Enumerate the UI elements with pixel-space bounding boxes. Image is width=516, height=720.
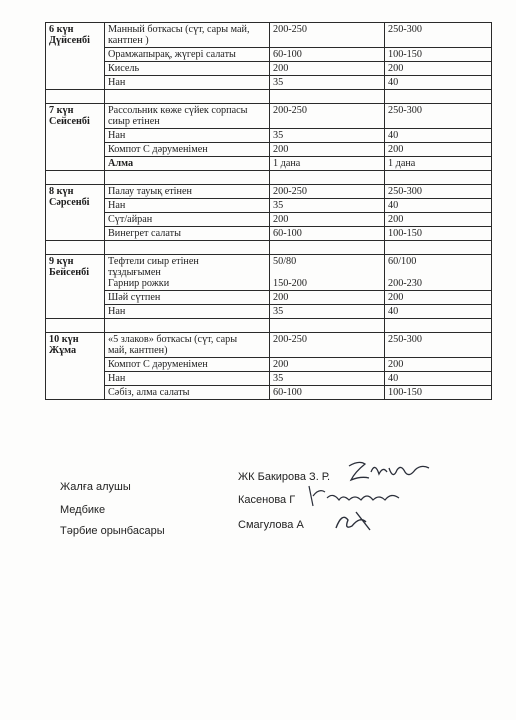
table-row [46,76,492,90]
cell-line: 200 [273,359,289,370]
spacer-cell [270,241,385,255]
portion-large-cell [385,157,492,171]
spacer-row [46,319,492,333]
portion-small-cell [270,76,385,90]
spacer-cell [385,171,492,185]
portion-large-cell [385,143,492,157]
spacer-cell [270,171,385,185]
dish-cell [105,104,270,129]
portion-large-cell [385,129,492,143]
portion-large-cell [385,386,492,400]
portion-large-cell [385,333,492,358]
portion-large-cell [385,213,492,227]
cell-line: Нан [108,200,126,211]
dish-cell [105,62,270,76]
portion-large-cell [385,291,492,305]
portion-large-cell [385,62,492,76]
table-row [46,129,492,143]
cell-line: Дүйсенбі [49,35,90,46]
cell-line: 35 [273,77,284,88]
day-cell [46,333,105,400]
portion-large-cell [385,76,492,90]
spacer-row [46,171,492,185]
portion-small-cell [270,333,385,358]
cell-line: 40 [388,306,399,317]
cell-line: 200 [273,214,289,225]
cell-line: 60-100 [273,49,302,60]
portion-small-cell [270,62,385,76]
dish-cell [105,76,270,90]
cell-line: май, кантпен) [108,345,168,356]
table-row [46,23,492,48]
portion-large-cell [385,23,492,48]
cell-line [388,267,488,278]
cell-line: Нан [108,373,126,384]
cell-line: Нан [108,77,126,88]
dish-cell [105,358,270,372]
cell-line: Тефтели сиыр етінен [108,256,199,267]
cell-line: «5 злаков» боткасы (сүт, сары [108,334,238,345]
cell-line: Сейсенбі [49,116,90,127]
table-row [46,291,492,305]
cell-line: 35 [273,306,284,317]
cell-line: Палау тауық етінен [108,186,192,197]
spacer-cell [270,319,385,333]
cell-line: 200-250 [273,105,307,116]
spacer-cell [385,319,492,333]
table-row [46,185,492,199]
spacer-cell [105,90,270,104]
spacer-row [46,90,492,104]
dish-cell [105,227,270,241]
role-nurse: Медбике [60,504,106,516]
day-cell [46,23,105,90]
cell-line: 200-250 [273,24,307,35]
cell-line: 60/100 [388,256,417,267]
signature-smagulova-image [330,508,376,534]
portion-small-cell [270,386,385,400]
menu-table [45,22,492,400]
dish-cell [105,185,270,199]
cell-line: 200-230 [388,278,422,289]
cell-line: 40 [388,200,399,211]
table-row [46,62,492,76]
dish-cell [105,291,270,305]
cell-line: Компот С дәруменімен [108,359,208,370]
cell-line: сиыр етінен [108,116,160,127]
portion-small-cell [270,213,385,227]
table-row [46,333,492,358]
spacer-cell [105,171,270,185]
cell-line: Компот С дәруменімен [108,144,208,155]
portion-large-cell [385,104,492,129]
dish-cell [105,129,270,143]
cell-line: 250-300 [388,24,422,35]
portion-large-cell [385,185,492,199]
name-bakirova: ЖК Бакирова З. Р. [238,471,331,483]
cell-line: 10 күн [49,334,79,345]
table-row [46,199,492,213]
menu-table-body [46,23,492,400]
table-row [46,358,492,372]
cell-line: 200 [273,292,289,303]
cell-line: 8 күн [49,186,74,197]
portion-large-cell [385,305,492,319]
cell-line: Винегрет салаты [108,228,181,239]
dish-cell [105,143,270,157]
cell-line: 40 [388,373,399,384]
table-row [46,48,492,62]
name-smagulova: Смагулова А [238,519,304,531]
cell-line: 100-150 [388,387,422,398]
dish-cell [105,199,270,213]
cell-line: 1 дана [388,158,416,169]
portion-small-cell [270,199,385,213]
spacer-cell [46,241,105,255]
cell-line: Нан [108,130,126,141]
dish-cell [105,213,270,227]
portion-small-cell [270,372,385,386]
cell-line: 200 [388,144,404,155]
table-row [46,213,492,227]
cell-line: 200 [273,63,289,74]
portion-small-cell [270,157,385,171]
cell-line: 35 [273,200,284,211]
portion-small-cell [270,358,385,372]
portion-large-cell [385,227,492,241]
spacer-cell [46,90,105,104]
cell-line: 9 күн [49,256,74,267]
cell-line: 7 күн [49,105,74,116]
portion-small-cell [270,291,385,305]
cell-line: Бейсенбі [49,267,90,278]
cell-line: 1 дана [273,158,301,169]
cell-line: Кисель [108,63,140,74]
cell-line: Рассольник көже сүйек сорпасы [108,105,248,116]
portion-small-cell [270,255,385,291]
spacer-cell [105,241,270,255]
cell-line: 200 [388,292,404,303]
cell-line: 40 [388,130,399,141]
cell-line: 200 [273,144,289,155]
role-tenant: Жалға алушы [60,481,131,493]
cell-line: 60-100 [273,387,302,398]
cell-line: Алма [108,158,134,169]
cell-line: 50/80 [273,256,297,267]
cell-line: Гарнир рожки [108,278,170,289]
cell-line: 6 күн [49,24,74,35]
table-row [46,255,492,291]
spacer-row [46,241,492,255]
cell-line: Сәбіз, алма салаты [108,387,190,398]
portion-small-cell [270,227,385,241]
cell-line: 200-250 [273,334,307,345]
dish-cell [105,255,270,291]
portion-large-cell [385,372,492,386]
cell-line: 200 [388,359,404,370]
cell-line: Шәй сүтпен [108,292,161,303]
spacer-cell [270,90,385,104]
table-row [46,143,492,157]
portion-small-cell [270,143,385,157]
cell-line: 60-100 [273,228,302,239]
dish-cell [105,372,270,386]
cell-line: 35 [273,130,284,141]
cell-line: 40 [388,77,399,88]
cell-line: 250-300 [388,334,422,345]
cell-line: Орамжапырақ, жүгері салаты [108,49,236,60]
cell-line: Манный боткасы (сүт, сары май, [108,24,250,35]
day-cell [46,104,105,171]
dish-cell [105,157,270,171]
cell-line: Сүт/айран [108,214,153,225]
cell-line: 150-200 [273,278,307,289]
portion-large-cell [385,255,492,291]
dish-cell [105,386,270,400]
cell-line: Нан [108,306,126,317]
portion-large-cell [385,358,492,372]
portion-large-cell [385,199,492,213]
dish-cell [105,305,270,319]
cell-line: 250-300 [388,105,422,116]
spacer-cell [46,171,105,185]
cell-line: 200 [388,63,404,74]
dish-cell [105,23,270,48]
dish-cell [105,48,270,62]
name-kasenova: Касенова Г [238,494,296,506]
table-row [46,227,492,241]
portion-small-cell [270,185,385,199]
cell-line: Жұма [49,345,77,356]
portion-small-cell [270,104,385,129]
day-cell [46,185,105,241]
portion-small-cell [270,48,385,62]
portion-small-cell [270,23,385,48]
cell-line: Сәрсенбі [49,197,90,208]
portion-large-cell [385,48,492,62]
cell-line: 100-150 [388,49,422,60]
portion-small-cell [270,305,385,319]
table-row [46,305,492,319]
table-row [46,372,492,386]
day-cell [46,255,105,319]
cell-line: кантпен ) [108,35,149,46]
table-row [46,157,492,171]
cell-line: 250-300 [388,186,422,197]
role-deputy: Тәрбие орынбасары [60,525,165,537]
spacer-cell [385,90,492,104]
spacer-cell [105,319,270,333]
cell-line [273,267,381,278]
cell-line: тұздығымен [108,267,161,278]
cell-line: 200-250 [273,186,307,197]
portion-small-cell [270,129,385,143]
cell-line: 200 [388,214,404,225]
table-row [46,104,492,129]
dish-cell [105,333,270,358]
cell-line: 35 [273,373,284,384]
table-row [46,386,492,400]
cell-line: 100-150 [388,228,422,239]
spacer-cell [46,319,105,333]
spacer-cell [385,241,492,255]
